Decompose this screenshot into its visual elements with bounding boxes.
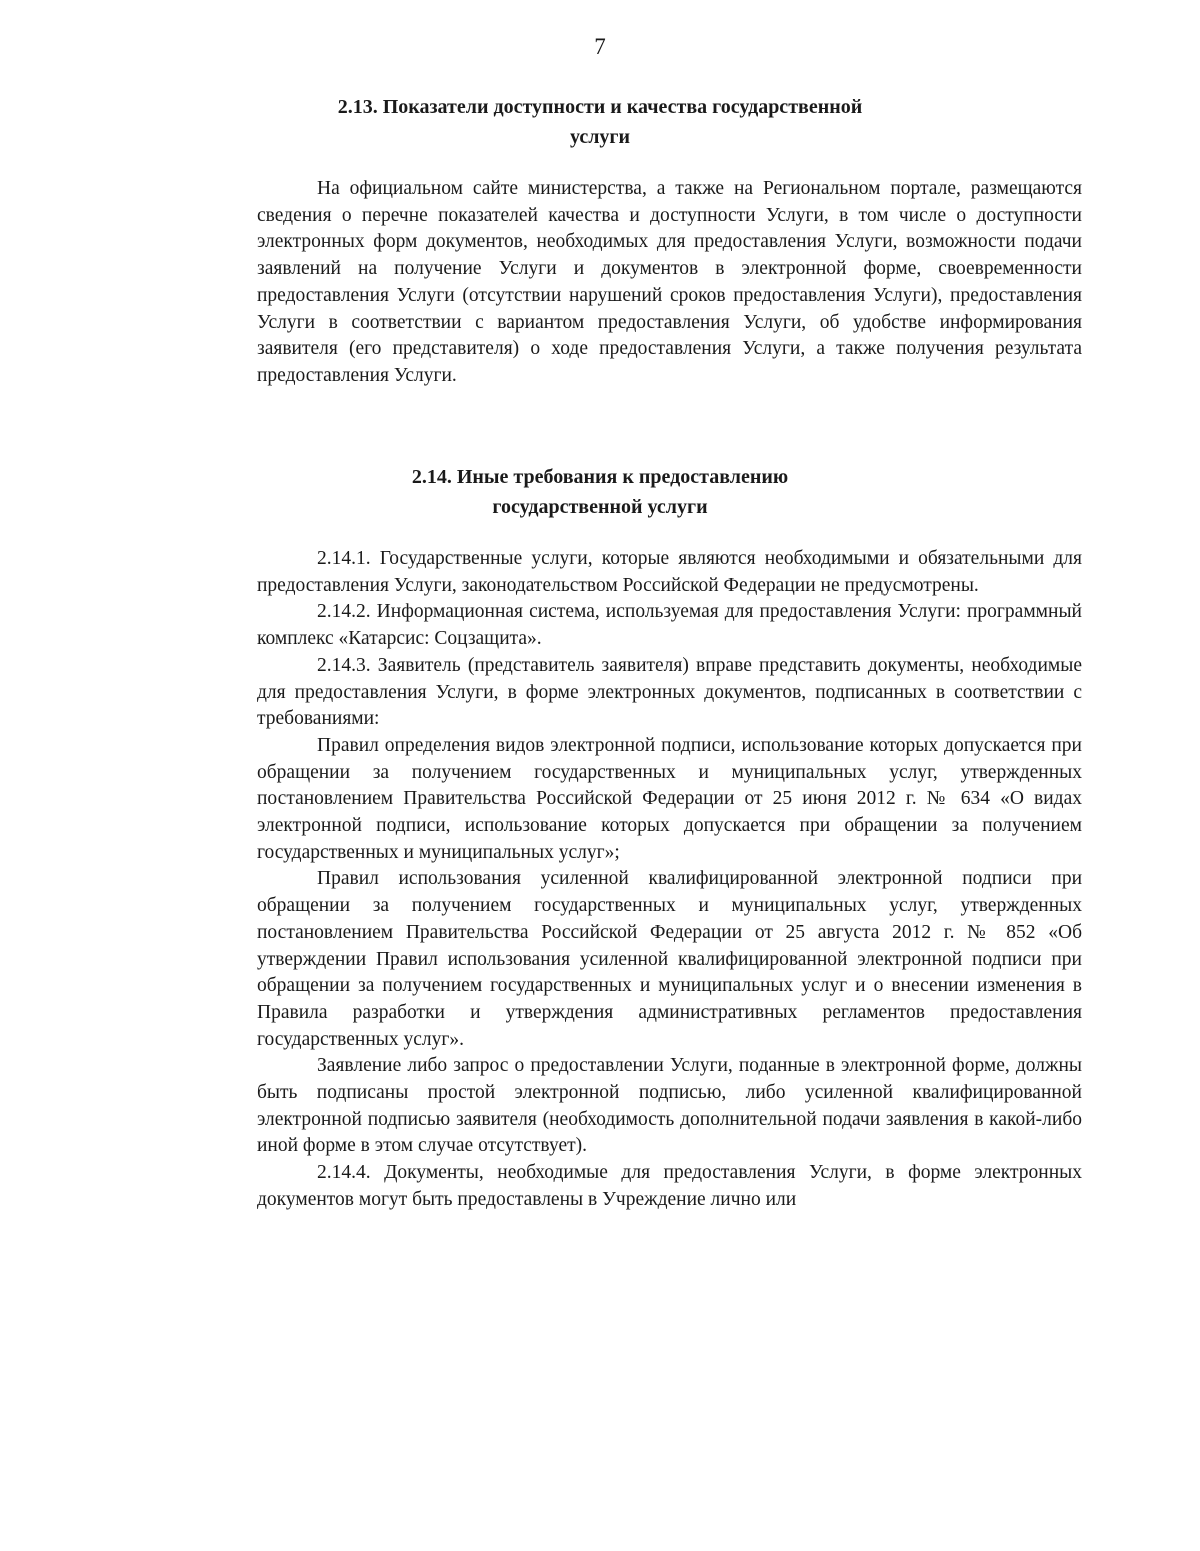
section-2-13-body [257,176,1082,390]
section-2-13-title-line2: услуги [569,126,631,148]
page-number: 7 [594,34,606,59]
section-2-14-heading [0,462,1200,522]
paragraph-2-14-3: 2.14.3. Заявитель (представитель заявителя) вправе представить документы, необходимые для предоставления Услуги, в форме электронных документов, подписанных в соответствии с требованиями: [257,654,1082,730]
paragraph-application-signature: Заявление либо запрос о предоставлении Услуги, поданные в электронной форме, должны быть подписаны простой электронной подписью, либо усиленной квалифицированной электронной подписью заявителя (необходимость дополнительной подачи заявления в какой-либо иной форме в этом случае отсутствует). [257,1055,1082,1157]
section-2-13-title-line1: 2.13. Показатели доступности и качества государственной [337,96,863,118]
paragraph-rules-852: Правил использования усиленной квалифицированной электронной подписи при обращении за получением государственных и муниципальных услуг, утвержденных постановлением Правительства Российской Федерации от 25 августа 2012 г. № 852 «Об утверждении Правил использования усиленной квалифицированной электронной подписи при обращении за получением государственных и муниципальных услуг и о внесении изменения в Правила разработки и утверждения административных регламентов предоставления государственных услуг». [257,868,1082,1050]
section-2-13-paragraph: На официальном сайте министерства, а также на Региональном портале, размещаются сведения о перечне показателей качества и доступности Услуги, в том числе о доступности электронных форм документов, необходимых для предоставления Услуги, возможности подачи заявлений на получение Услуги и документов в электронной форме, своевременности предоставления Услуги (отсутствии нарушений сроков предоставления Услуги), предоставления Услуги в соответствии с вариантом предоставления Услуги, об удобстве информирования заявителя (его представителя) о ходе предоставления Услуги, а также получения результата предоставления Услуги. [257,178,1082,386]
paragraph-rules-634: Правил определения видов электронной подписи, использование которых допускается при обращении за получением государственных и муниципальных услуг, утвержденных постановлением Правительства Российской Федерации от 25 июня 2012 г. № 634 «О видах электронной подписи, использование которых допускается при обращении за получением государственных и муниципальных услуг»; [257,734,1082,863]
section-2-14-title-line1: 2.14. Иные требования к предоставлению [411,466,789,488]
section-2-13-heading [0,92,1200,152]
paragraph-2-14-4: 2.14.4. Документы, необходимые для предоставления Услуги, в форме электронных документов могут быть предоставлены в Учреждение лично или [257,1162,1082,1210]
paragraph-2-14-2: 2.14.2. Информационная система, используемая для предоставления Услуги: программный комплекс «Катарсис: Соцзащита». [257,601,1082,650]
paragraph-2-14-1: 2.14.1. Государственные услуги, которые являются необходимыми и обязательными для предоставления Услуги, законодательством Российской Федерации не предусмотрены. [257,548,1082,596]
section-2-14-body [257,546,1082,1214]
section-2-14-title-line2: государственной услуги [492,496,708,518]
